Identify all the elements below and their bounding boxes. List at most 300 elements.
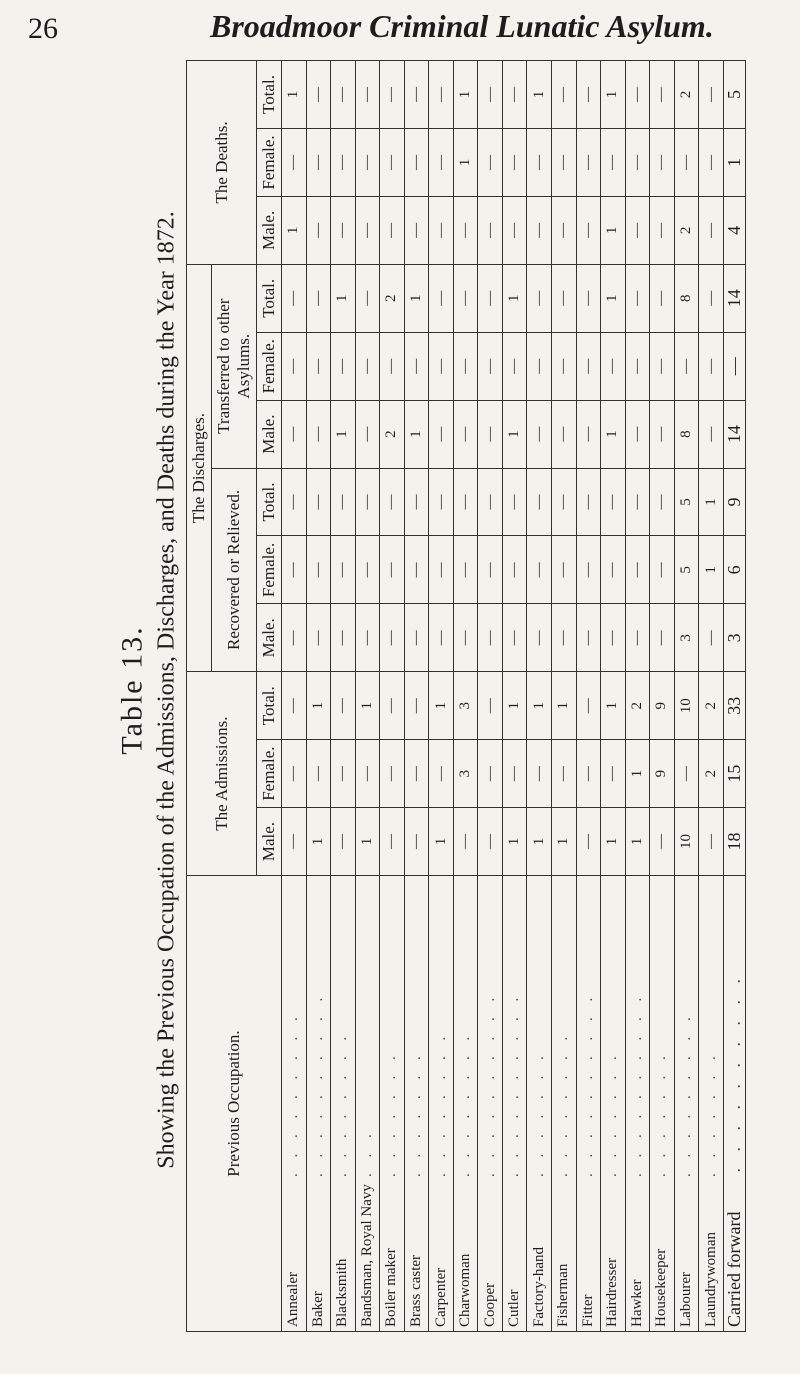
total-cell: 14: [724, 264, 746, 332]
table-caption: Showing the Previous Occupation of the Admissions, Discharges, and Deaths during the Year 1872.: [153, 211, 180, 1169]
value-cell: —: [282, 604, 307, 672]
value-cell: —: [355, 536, 380, 604]
value-cell: 3: [453, 672, 478, 740]
table-row: [527, 61, 552, 1332]
value-cell: —: [380, 740, 405, 808]
col-header-occupation: Previous Occupation.: [187, 876, 282, 1332]
value-cell: —: [355, 264, 380, 332]
col-header-total: Total.: [257, 672, 282, 740]
leader-dots: . . . . . . . . . .: [628, 991, 645, 1177]
value-cell: —: [331, 196, 356, 264]
table-row: [552, 61, 577, 1332]
value-cell: —: [552, 468, 577, 536]
value-cell: —: [404, 672, 429, 740]
value-cell: —: [502, 196, 527, 264]
value-cell: 1: [601, 672, 626, 740]
value-cell: 1: [601, 196, 626, 264]
value-cell: —: [576, 536, 601, 604]
value-cell: —: [699, 808, 724, 876]
value-cell: —: [552, 740, 577, 808]
table-row: [331, 61, 356, 1332]
value-cell: —: [429, 264, 454, 332]
value-cell: —: [306, 536, 331, 604]
value-cell: 10: [674, 808, 699, 876]
value-cell: —: [527, 129, 552, 197]
value-cell: —: [282, 808, 307, 876]
table-row: [699, 61, 724, 1332]
occupation-cell: [674, 876, 699, 1332]
value-cell: —: [429, 536, 454, 604]
value-cell: —: [527, 536, 552, 604]
occupation-name: Bandsman, Royal Navy: [358, 1184, 375, 1327]
value-cell: 1: [453, 61, 478, 129]
col-header-transferred: Transferred to other Asylums.: [212, 264, 257, 468]
value-cell: —: [429, 129, 454, 197]
value-cell: —: [429, 740, 454, 808]
value-cell: —: [355, 332, 380, 400]
value-cell: —: [306, 129, 331, 197]
occupation-name: Brass caster: [408, 1254, 424, 1327]
value-cell: —: [429, 332, 454, 400]
occupation-cell: [282, 876, 307, 1332]
value-cell: —: [478, 129, 503, 197]
occupation-name: Housekeeper: [653, 1248, 670, 1327]
value-cell: —: [404, 740, 429, 808]
value-cell: 1: [699, 536, 724, 604]
occupation-name: Fisherman: [555, 1263, 572, 1327]
value-cell: —: [306, 468, 331, 536]
total-cell: 4: [724, 196, 746, 264]
leader-dots: . . . . . . .: [702, 1050, 719, 1177]
value-cell: —: [380, 604, 405, 672]
value-cell: —: [380, 536, 405, 604]
value-cell: 2: [625, 672, 650, 740]
value-cell: —: [601, 332, 626, 400]
occupation-name: Hawker: [628, 1279, 645, 1327]
value-cell: 1: [282, 196, 307, 264]
leader-dots: . . . . . . .: [604, 1050, 621, 1177]
value-cell: —: [650, 604, 675, 672]
value-cell: —: [453, 264, 478, 332]
leader-dots: . . .: [358, 1128, 375, 1177]
running-title: Broadmoor Criminal Lunatic Asylum.: [210, 8, 714, 44]
table-title: [115, 40, 180, 1340]
occupation-cell: [527, 876, 552, 1332]
table-row: [380, 61, 405, 1332]
value-cell: 2: [674, 196, 699, 264]
value-cell: —: [404, 808, 429, 876]
value-cell: —: [331, 61, 356, 129]
col-header-discharges: The Discharges.: [187, 264, 212, 671]
value-cell: —: [527, 196, 552, 264]
value-cell: 1: [453, 129, 478, 197]
value-cell: —: [306, 264, 331, 332]
table-row: [576, 61, 601, 1332]
value-cell: —: [552, 129, 577, 197]
occupation-table-region: [186, 60, 746, 1332]
value-cell: 2: [380, 264, 405, 332]
table-row: [625, 61, 650, 1332]
value-cell: —: [282, 332, 307, 400]
value-cell: —: [453, 332, 478, 400]
value-cell: 1: [331, 400, 356, 468]
value-cell: —: [478, 400, 503, 468]
value-cell: —: [650, 61, 675, 129]
leader-dots: . . . . . . .: [383, 1050, 400, 1177]
carried-forward-cell: [724, 876, 746, 1332]
carried-forward-label: Carried forward: [724, 1211, 744, 1327]
value-cell: 10: [674, 672, 699, 740]
leader-dots: . . . . . . .: [408, 1050, 424, 1177]
value-cell: —: [306, 196, 331, 264]
col-header-male: Male.: [257, 808, 282, 876]
value-cell: —: [478, 264, 503, 332]
value-cell: 1: [306, 808, 331, 876]
value-cell: 1: [625, 740, 650, 808]
occupation-name: Boiler maker: [383, 1248, 400, 1327]
value-cell: —: [625, 604, 650, 672]
value-cell: 1: [527, 61, 552, 129]
value-cell: —: [625, 129, 650, 197]
value-cell: —: [282, 400, 307, 468]
occupation-cell: [306, 876, 331, 1332]
value-cell: —: [331, 672, 356, 740]
value-cell: —: [306, 332, 331, 400]
value-cell: —: [380, 808, 405, 876]
value-cell: —: [699, 129, 724, 197]
value-cell: —: [601, 468, 626, 536]
occupation-cell: [478, 876, 503, 1332]
value-cell: 1: [502, 672, 527, 740]
occupation-name: Labourer: [678, 1272, 695, 1327]
value-cell: 8: [674, 400, 699, 468]
leader-dots: . . . . . . . . . .: [579, 991, 596, 1177]
total-cell: 9: [724, 468, 746, 536]
table-row: [502, 61, 527, 1332]
value-cell: —: [404, 129, 429, 197]
total-cell: —: [724, 332, 746, 400]
value-cell: —: [625, 196, 650, 264]
value-cell: —: [478, 468, 503, 536]
value-cell: 1: [502, 400, 527, 468]
occupation-name: Factory-hand: [530, 1247, 547, 1327]
value-cell: —: [576, 740, 601, 808]
table-body: [282, 61, 724, 1332]
value-cell: 1: [552, 672, 577, 740]
value-cell: —: [282, 536, 307, 604]
value-cell: 1: [429, 672, 454, 740]
value-cell: —: [552, 61, 577, 129]
value-cell: —: [331, 129, 356, 197]
leader-dots: . . . . . . . .: [555, 1030, 572, 1177]
occupation-cell: [576, 876, 601, 1332]
value-cell: —: [502, 61, 527, 129]
occupation-cell: [650, 876, 675, 1332]
value-cell: 1: [355, 672, 380, 740]
value-cell: —: [576, 808, 601, 876]
value-cell: —: [429, 61, 454, 129]
col-header-male: Male.: [257, 604, 282, 672]
value-cell: 1: [404, 400, 429, 468]
col-header-deaths: The Deaths.: [187, 61, 257, 265]
value-cell: —: [331, 332, 356, 400]
value-cell: —: [527, 468, 552, 536]
value-cell: —: [331, 604, 356, 672]
value-cell: —: [576, 332, 601, 400]
value-cell: 1: [601, 264, 626, 332]
carried-forward-row: [724, 61, 746, 1332]
value-cell: —: [478, 672, 503, 740]
occupation-name: Annealer: [285, 1272, 302, 1327]
value-cell: —: [502, 740, 527, 808]
leader-dots: . . . . . . . . .: [678, 1011, 695, 1177]
value-cell: —: [502, 468, 527, 536]
value-cell: —: [576, 61, 601, 129]
value-cell: —: [502, 129, 527, 197]
value-cell: 1: [502, 808, 527, 876]
table-row: [650, 61, 675, 1332]
occupation-name: Carpenter: [432, 1267, 449, 1327]
value-cell: 1: [355, 808, 380, 876]
value-cell: —: [404, 468, 429, 536]
value-cell: —: [576, 400, 601, 468]
value-cell: 9: [650, 740, 675, 808]
value-cell: —: [453, 536, 478, 604]
col-header-female: Female.: [257, 332, 282, 400]
value-cell: —: [527, 740, 552, 808]
col-header-female: Female.: [257, 536, 282, 604]
page-number: 26: [28, 12, 58, 45]
value-cell: —: [380, 129, 405, 197]
col-header-male: Male.: [257, 196, 282, 264]
occupation-cell: [502, 876, 527, 1332]
occupation-cell: [331, 876, 356, 1332]
value-cell: —: [527, 264, 552, 332]
value-cell: —: [576, 129, 601, 197]
value-cell: —: [650, 400, 675, 468]
value-cell: —: [552, 196, 577, 264]
value-cell: —: [380, 61, 405, 129]
total-cell: 33: [724, 672, 746, 740]
value-cell: —: [380, 196, 405, 264]
total-cell: 5: [724, 61, 746, 129]
occupation-table: [186, 60, 746, 1332]
value-cell: —: [674, 129, 699, 197]
value-cell: —: [478, 808, 503, 876]
value-cell: —: [478, 61, 503, 129]
value-cell: —: [601, 740, 626, 808]
value-cell: —: [674, 740, 699, 808]
value-cell: —: [306, 61, 331, 129]
leader-dots: . . . . . . . .: [457, 1030, 474, 1177]
value-cell: —: [576, 672, 601, 740]
value-cell: 3: [674, 604, 699, 672]
value-cell: 1: [601, 808, 626, 876]
value-cell: —: [429, 468, 454, 536]
value-cell: —: [453, 196, 478, 264]
value-cell: —: [552, 536, 577, 604]
value-cell: —: [478, 740, 503, 808]
value-cell: —: [453, 808, 478, 876]
value-cell: —: [650, 196, 675, 264]
value-cell: —: [576, 604, 601, 672]
value-cell: 5: [674, 536, 699, 604]
value-cell: —: [625, 332, 650, 400]
value-cell: —: [601, 604, 626, 672]
value-cell: 2: [699, 740, 724, 808]
value-cell: —: [282, 468, 307, 536]
occupation-cell: [404, 876, 429, 1332]
occupation-name: Cooper: [481, 1282, 498, 1327]
leader-dots: . . . . . . . .: [432, 1030, 449, 1177]
value-cell: —: [601, 129, 626, 197]
leader-dots: . . . . . . . . .: [285, 1011, 302, 1177]
value-cell: —: [453, 604, 478, 672]
value-cell: —: [478, 196, 503, 264]
value-cell: —: [625, 536, 650, 604]
value-cell: —: [699, 61, 724, 129]
value-cell: —: [282, 264, 307, 332]
value-cell: —: [282, 740, 307, 808]
value-cell: —: [331, 740, 356, 808]
value-cell: —: [331, 536, 356, 604]
occupation-cell: [552, 876, 577, 1332]
value-cell: —: [576, 264, 601, 332]
value-cell: —: [478, 536, 503, 604]
table-row: [601, 61, 626, 1332]
table-row: [355, 61, 380, 1332]
value-cell: —: [699, 264, 724, 332]
value-cell: —: [380, 468, 405, 536]
value-cell: 1: [429, 808, 454, 876]
value-cell: —: [625, 468, 650, 536]
total-cell: 1: [724, 129, 746, 197]
value-cell: —: [355, 400, 380, 468]
value-cell: 1: [699, 468, 724, 536]
value-cell: —: [355, 196, 380, 264]
value-cell: —: [699, 604, 724, 672]
value-cell: —: [429, 604, 454, 672]
table-row: [674, 61, 699, 1332]
value-cell: —: [576, 468, 601, 536]
col-header-male: Male.: [257, 400, 282, 468]
leader-dots: . . . . . . . . . .: [724, 973, 744, 1173]
value-cell: —: [625, 400, 650, 468]
value-cell: —: [699, 196, 724, 264]
value-cell: —: [625, 61, 650, 129]
leader-dots: . . . . . . .: [530, 1050, 547, 1177]
value-cell: —: [380, 332, 405, 400]
value-cell: 1: [625, 808, 650, 876]
occupation-cell: [429, 876, 454, 1332]
value-cell: —: [355, 61, 380, 129]
leader-dots: . . . . . . . . . .: [309, 991, 326, 1177]
value-cell: —: [650, 808, 675, 876]
value-cell: —: [699, 332, 724, 400]
value-cell: —: [355, 740, 380, 808]
total-cell: 6: [724, 536, 746, 604]
value-cell: 1: [601, 61, 626, 129]
value-cell: —: [502, 604, 527, 672]
occupation-name: Cutler: [506, 1289, 523, 1327]
col-header-female: Female.: [257, 740, 282, 808]
occupation-cell: [625, 876, 650, 1332]
value-cell: —: [552, 400, 577, 468]
col-header-female: Female.: [257, 129, 282, 197]
value-cell: 1: [282, 61, 307, 129]
value-cell: —: [306, 400, 331, 468]
value-cell: —: [650, 264, 675, 332]
value-cell: 1: [601, 400, 626, 468]
occupation-name: Baker: [309, 1291, 326, 1327]
table-row: [404, 61, 429, 1332]
value-cell: —: [478, 332, 503, 400]
value-cell: —: [576, 196, 601, 264]
value-cell: —: [674, 332, 699, 400]
occupation-name: Fitter: [579, 1294, 596, 1327]
occupation-name: Charwoman: [457, 1253, 474, 1327]
value-cell: —: [404, 196, 429, 264]
value-cell: —: [404, 536, 429, 604]
occupation-cell: [380, 876, 405, 1332]
value-cell: —: [601, 536, 626, 604]
value-cell: —: [478, 604, 503, 672]
value-cell: 1: [502, 264, 527, 332]
value-cell: —: [699, 400, 724, 468]
table-row: [429, 61, 454, 1332]
value-cell: 2: [380, 400, 405, 468]
value-cell: —: [552, 604, 577, 672]
value-cell: —: [552, 332, 577, 400]
occupation-cell: [601, 876, 626, 1332]
value-cell: —: [650, 536, 675, 604]
value-cell: 1: [331, 264, 356, 332]
value-cell: —: [306, 740, 331, 808]
value-cell: —: [429, 400, 454, 468]
value-cell: 5: [674, 468, 699, 536]
value-cell: —: [502, 536, 527, 604]
table-row: [306, 61, 331, 1332]
table-row: [453, 61, 478, 1332]
value-cell: —: [453, 468, 478, 536]
col-header-total: Total.: [257, 61, 282, 129]
total-cell: 3: [724, 604, 746, 672]
col-header-total: Total.: [257, 468, 282, 536]
value-cell: —: [331, 808, 356, 876]
value-cell: 3: [453, 740, 478, 808]
value-cell: —: [355, 468, 380, 536]
total-cell: 15: [724, 740, 746, 808]
table-row: [282, 61, 307, 1332]
value-cell: —: [650, 129, 675, 197]
occupation-name: Blacksmith: [334, 1258, 351, 1327]
value-cell: 1: [527, 672, 552, 740]
value-cell: —: [404, 61, 429, 129]
value-cell: —: [527, 332, 552, 400]
value-cell: —: [404, 332, 429, 400]
table-row: [478, 61, 503, 1332]
value-cell: —: [355, 129, 380, 197]
occupation-name: Laundrywoman: [702, 1232, 719, 1327]
value-cell: 1: [552, 808, 577, 876]
value-cell: —: [502, 332, 527, 400]
value-cell: —: [527, 400, 552, 468]
value-cell: —: [380, 672, 405, 740]
value-cell: 1: [404, 264, 429, 332]
leader-dots: . . . . . . .: [653, 1050, 670, 1177]
value-cell: —: [429, 196, 454, 264]
value-cell: —: [282, 672, 307, 740]
